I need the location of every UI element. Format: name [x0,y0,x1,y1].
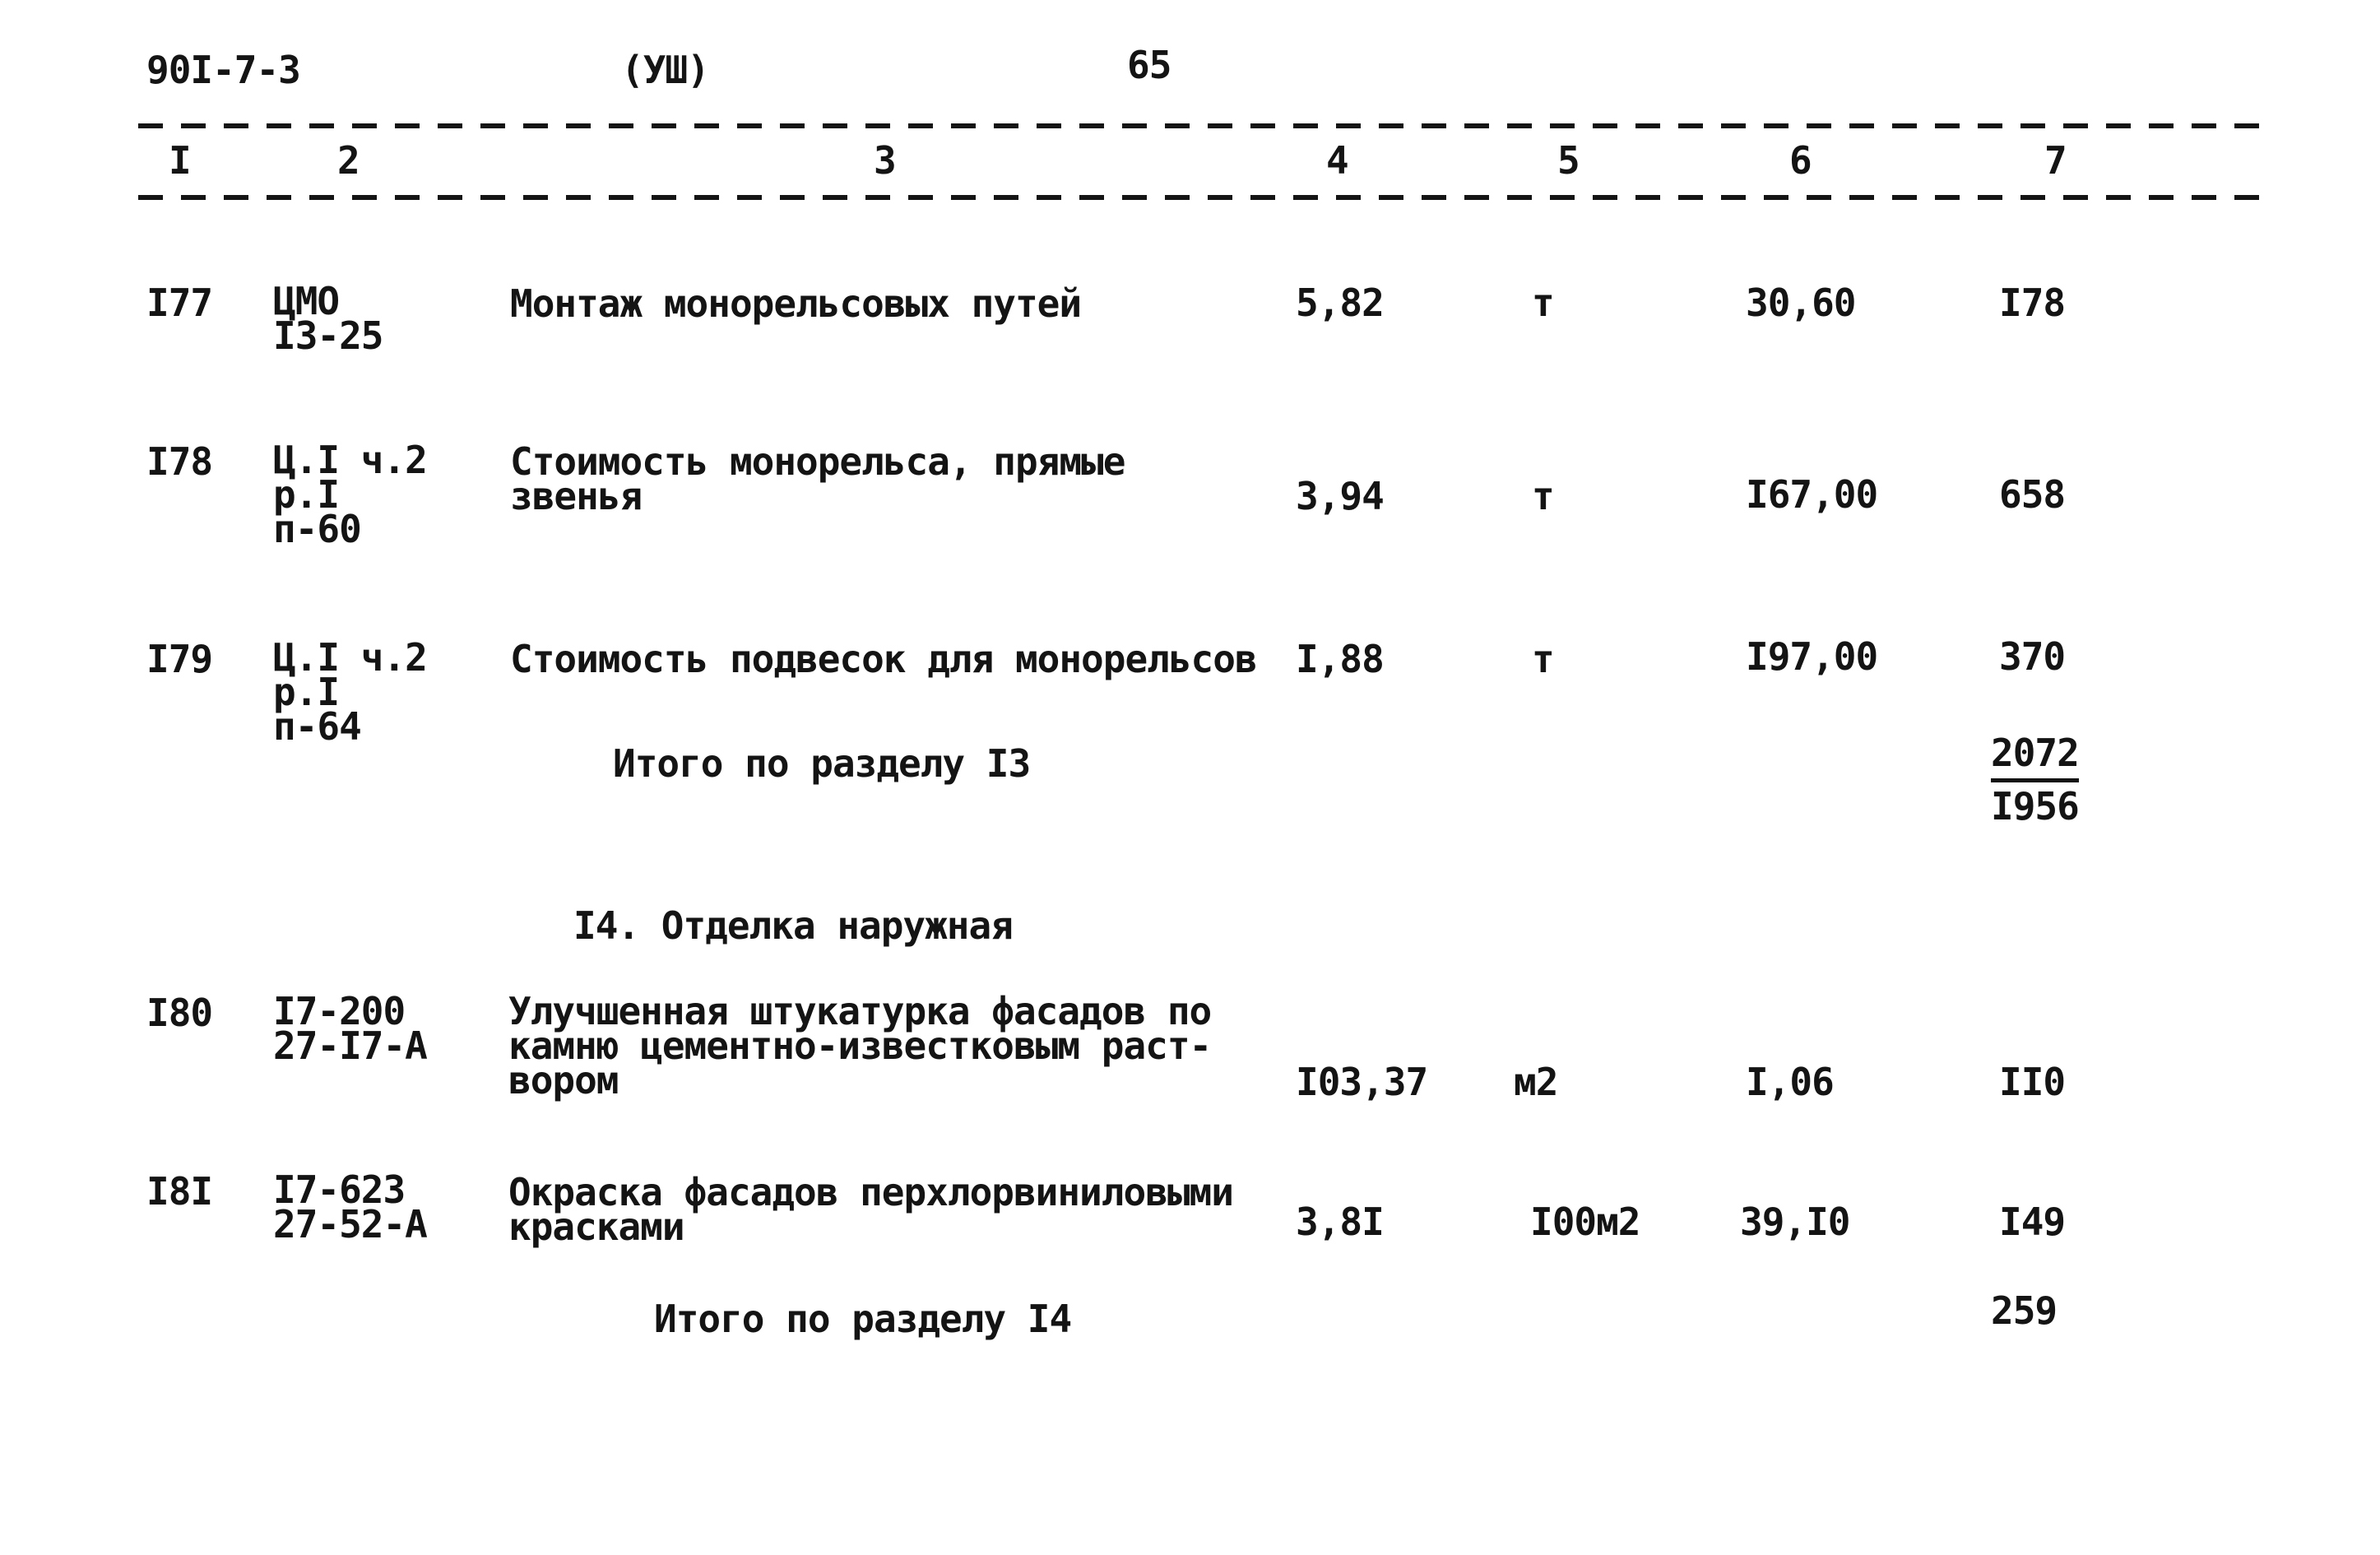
column-header-4: 4 [1326,138,1348,183]
row-179-number: I79 [146,637,213,681]
row-178-number: I78 [146,439,213,484]
row-177-quantity: 5,82 [1296,281,1384,325]
row-178-description [510,439,1125,518]
row-181-unit: I00м2 [1530,1200,1640,1244]
row-179-description-line: Стоимость подвесок для монорельсов [510,637,1257,681]
row-181-description-line: красками [508,1205,684,1249]
row-179-description [510,637,1257,681]
row-178-code-line: Ц.I ч.2 [273,438,427,482]
row-181-code-line: I7-623 [273,1167,406,1212]
page-number: 65 [1127,43,1171,87]
row-180-description-line: камню цементно-известковым раст- [508,1024,1212,1068]
row-179-code-line: Ц.I ч.2 [273,635,427,680]
column-header-2: 2 [337,138,360,183]
header-rule-bottom [138,195,2261,200]
row-179-code-line: р.I [273,670,340,714]
row-177-price: 30,60 [1746,281,1856,325]
row-181-description-line: Окраска фасадов перхлорвиниловыми [508,1170,1233,1214]
section-13-total-value [1991,731,2079,829]
row-179-quantity: I,88 [1296,637,1384,681]
row-181-number: I8I [146,1169,213,1214]
column-header-1: I [169,138,191,183]
row-178-description-line: звенья [510,474,643,518]
row-181-code [273,1167,427,1246]
row-177-code-line: I3-25 [273,313,383,358]
section-14-title: I4. Отделка наружная [573,903,1013,948]
row-180-price: I,06 [1746,1060,1834,1104]
section-13-total-bottom: I956 [1991,784,2079,829]
row-177-unit: т [1532,281,1554,325]
row-178-unit: т [1532,474,1554,518]
header-rule-top [138,123,2261,128]
row-179-total: 370 [1999,634,2066,679]
row-180-total: II0 [1999,1060,2066,1104]
row-181-quantity: 3,8I [1296,1200,1384,1244]
row-178-code-line: п-60 [273,507,361,551]
row-181-description [508,1170,1233,1249]
volume-label: (УШ) [621,48,709,92]
row-180-description-line: Улучшенная штукатурка фасадов по [508,989,1212,1033]
row-180-number: I80 [146,991,213,1035]
column-header-6: 6 [1789,138,1812,183]
document-code: 90I-7-3 [146,48,300,92]
section-14-total-label: Итого по разделу I4 [654,1297,1072,1341]
row-179-code-line: п-64 [273,704,361,749]
row-177-description-line: Монтаж монорельсовых путей [510,281,1082,326]
row-179-code [273,635,427,749]
row-178-quantity: 3,94 [1296,474,1384,518]
row-181-total: I49 [1999,1200,2066,1244]
row-178-code-line: р.I [273,472,340,517]
section-14-total-value: 259 [1991,1288,2058,1333]
row-180-unit: м2 [1514,1060,1558,1104]
column-header-5: 5 [1557,138,1580,183]
row-181-code-line: 27-52-А [273,1202,427,1246]
row-177-code-line: ЦМО [273,279,340,323]
row-180-description-line: вором [508,1058,619,1102]
row-180-quantity: I03,37 [1296,1060,1428,1104]
row-178-code [273,438,427,551]
section-13-total-top: 2072 [1991,734,2079,782]
column-header-3: 3 [874,138,896,183]
row-177-description [510,281,1082,326]
section-13-total-label: Итого по разделу I3 [613,741,1031,786]
row-180-code-line: 27-I7-А [273,1024,427,1068]
row-178-description-line: Стоимость монорельса, прямые [510,439,1125,484]
row-179-unit: т [1532,637,1554,681]
row-177-code [273,279,383,358]
row-177-total: I78 [1999,281,2066,325]
row-179-price: I97,00 [1746,634,1878,679]
row-180-code [273,989,427,1068]
row-178-total: 658 [1999,472,2066,517]
row-180-description [508,989,1212,1102]
row-181-price: 39,I0 [1740,1200,1850,1244]
column-header-7: 7 [2044,138,2067,183]
row-178-price: I67,00 [1746,472,1878,517]
row-177-number: I77 [146,281,213,325]
row-180-code-line: I7-200 [273,989,406,1033]
